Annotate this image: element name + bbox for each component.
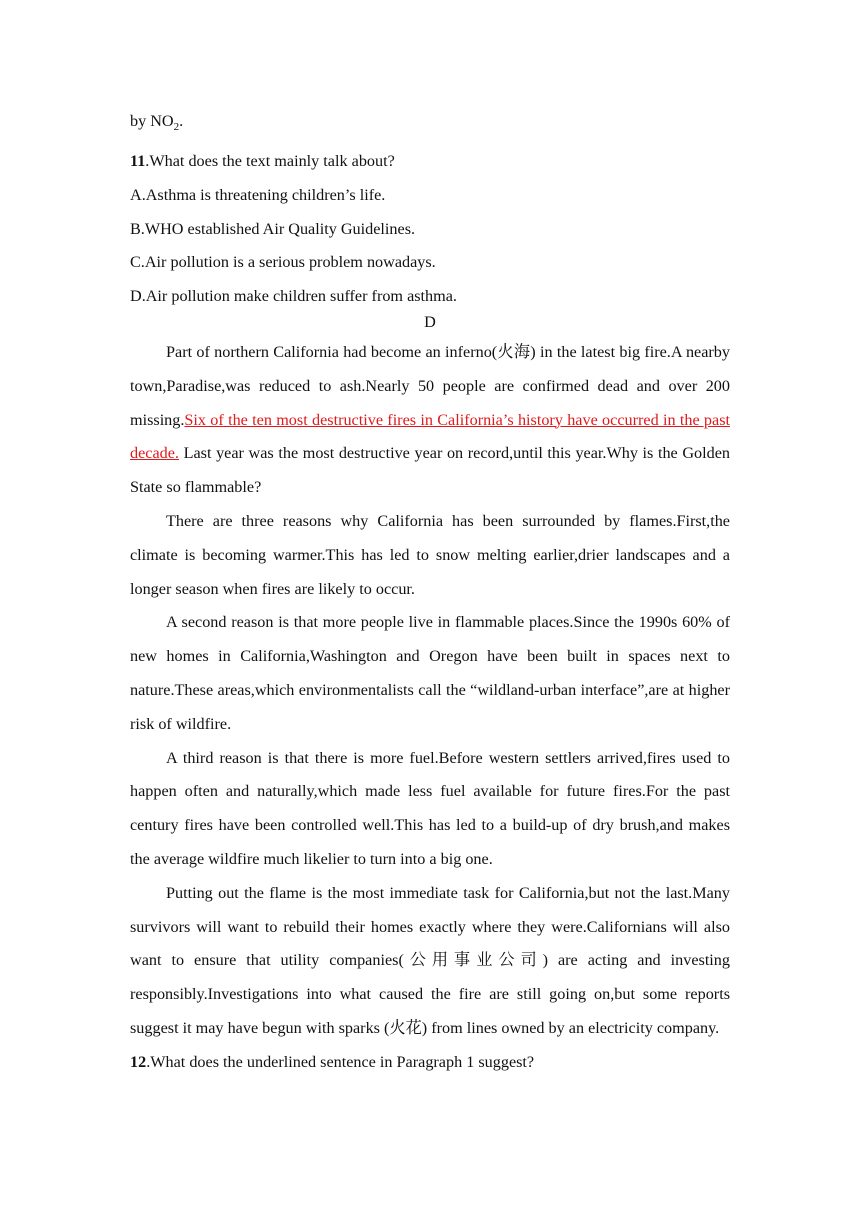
paragraph-1: Part of northern California had become an inferno(火海) in the latest big fire.A nearby town,Paradise,was reduced to ash.Nearly 50 people are confirmed dead and over 200 missing.Six of the ten most destructive fires in California’s history have occurred in the past decade. Last year was the most destructive year on record,until this year.Why is the Golden State so flammable?: [130, 343, 730, 497]
previous-question-fragment: by $NO_2$.: [130, 112, 184, 134]
paragraph-5: Putting out the flame is the most immediate task for California,but not the last.Many survivors will want to rebuild their homes exactly where they were.Californians will also want to ensure that utility companies(公用事业公司) are acting and investing responsibly.Investigations into what caused the fire are still going on,but some reports suggest it may have begun with sparks (火花) from lines owned by an electricity company.: [130, 883, 730, 1037]
question-11-stem: 11.What does the text mainly talk about?: [130, 152, 395, 171]
passage-heading: D: [424, 313, 436, 332]
document-page: [130, 105, 730, 1080]
subscript: 2: [173, 121, 180, 134]
question-number: 12: [130, 1052, 147, 1071]
underlined-sentence: Six of the ten most destructive fires in California’s history have occurred in the past decade.: [130, 410, 730, 463]
paragraph-4: A third reason is that there is more fuel.Before western settlers arrived,fires used to happen often and naturally,which made less fuel available for future fires.For the past century fires have been controlled well.This has led to a build-up of dry brush,and makes the average wildfire much likelier to turn into a big one.: [130, 748, 730, 868]
paragraph-3: A second reason is that more people live in flammable places.Since the 1990s 60% of new homes in California,Washington and Oregon have been built in spaces next to nature.These areas,which environmentalists call the “wildland-urban interface”,are at higher risk of wildfire.: [130, 613, 730, 733]
question-number: 11: [130, 152, 146, 171]
option-d: D.Air pollution make children suffer from asthma.: [130, 287, 457, 306]
question-12-stem: 12.What does the underlined sentence in Paragraph 1 suggest?: [130, 1052, 535, 1071]
option-a: A.Asthma is threatening children’s life.: [130, 185, 386, 204]
option-b: B.WHO established Air Quality Guidelines.: [130, 219, 416, 238]
option-c: C.Air pollution is a serious problem nowadays.: [130, 253, 436, 272]
paragraph-2: There are three reasons why California has been surrounded by flames.First,the climate is becoming warmer.This has led to snow melting earlier,drier landscapes and a longer season when fires are likely to occur.: [130, 512, 730, 598]
